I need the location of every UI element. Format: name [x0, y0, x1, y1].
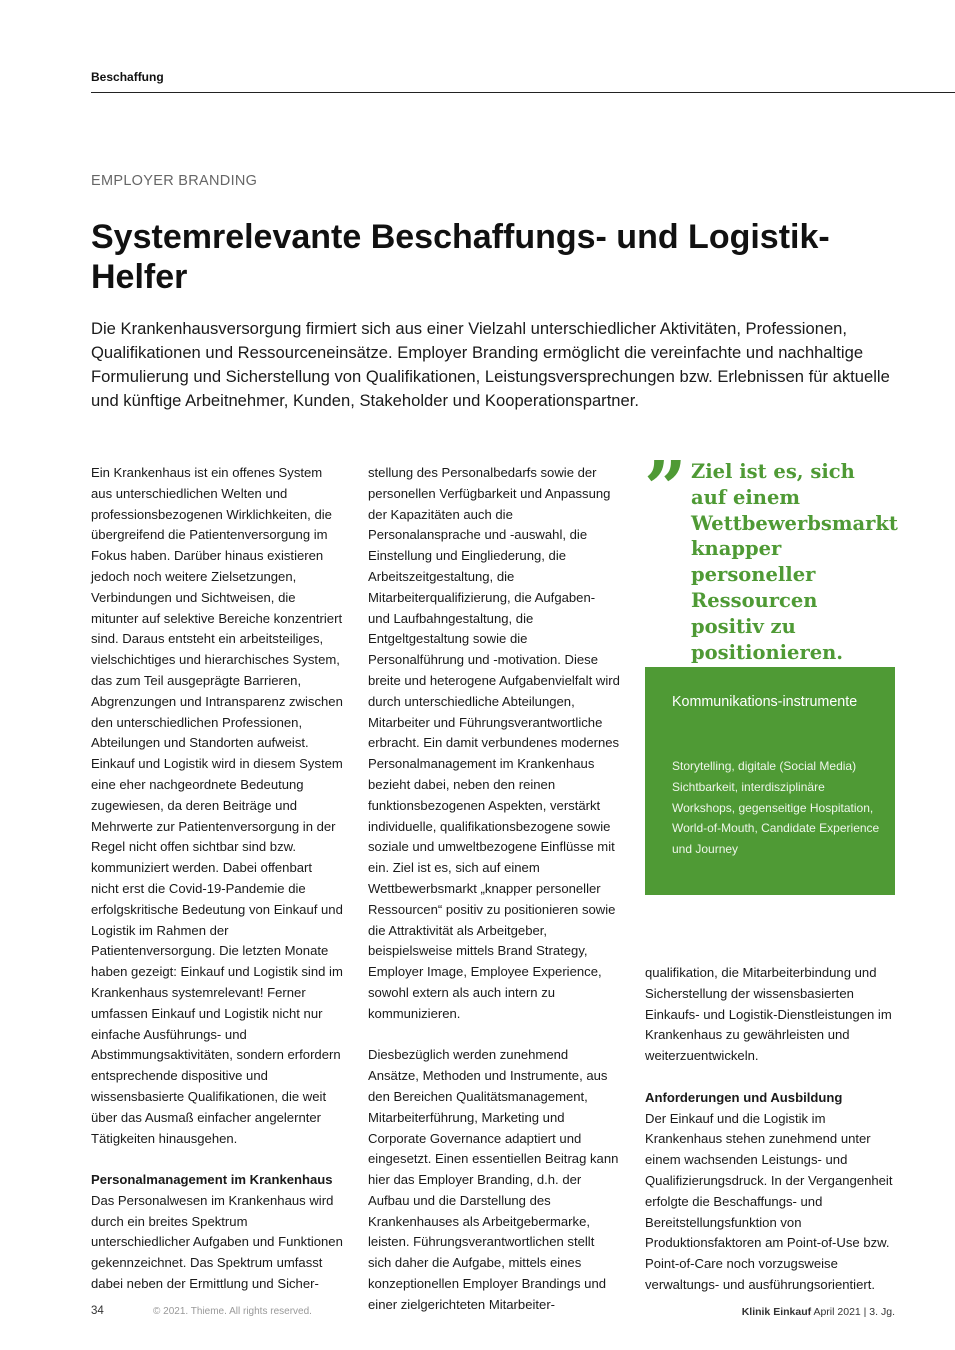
magazine-name: Klinik Einkauf [741, 1306, 812, 1318]
copyright-notice: © 2021. Thieme. All rights reserved. [153, 1306, 312, 1317]
text-column-3 [645, 963, 897, 1296]
page-number: 34 [91, 1305, 104, 1317]
footer-publication [742, 1306, 895, 1318]
section-subheading: Anforderungen und Ausbildung [645, 1089, 843, 1105]
info-box-title: Kommunikations-instrumente [672, 694, 858, 710]
quote-mark-icon: ” [644, 446, 677, 532]
body-paragraph: qualifikation, die Mitarbeiterbindung und Sicherstellung der wissensbasierten Einkaufs- und Logistik-Dienstleistungen im Krankenhaus zu gewährleisten und weiterzuentwickeln. [645, 965, 892, 1064]
body-paragraph: Diesbezüglich werden zunehmend Ansätze, Methoden und Instrumente, aus den Bereichen Qualitätsmanagement, Mitarbeiterführung, Marketing und Corporate Governance adaptiert und eingesetzt. Einen essentiellen Beitrag kann hier das Employer Branding, d.h. der Aufbau und die Darstellung des Krankenhauses als Arbeitgebermarke, leisten. Führungsverantwortlichen stellt sich daher die Aufgabe, mittels eines konzeptionellen Employer Brandings und einer zielgerichteten Mitarbeiter- [368, 1047, 619, 1312]
article-kicker: EMPLOYER BRANDING [91, 173, 258, 189]
article-title: Systemrelevante Beschaffungs- und Logistik-Helfer [91, 218, 830, 296]
body-paragraph: Ein Krankenhaus ist ein offenes System aus unterschiedlichen Welten und professionsbezogenen Wirklichkeiten, die übergreifend die Patientenversorgung im Fokus haben. Darüber hinaus existieren jedoch noch weitere Zielsetzungen, Verbindungen und Sichtweisen, die mitunter auf selektive Bereiche konzentriert sind. Daraus entsteht ein arbeitsteiliges, vielschichtiges und hierarchisches System, das zum Teil ausgeprägte Barrieren, Abgrenzungen und Intransparenz zwischen den unterschiedlichen Professionen, Abteilungen und Standorten aufweist. Einkauf und Logistik wird in diesem System eine eher nachgeordnete Bedeutung zugewiesen, da deren Beiträge und Mehrwerte zur Patientenversorgung in der Regel nicht offen sichtbar sind bzw. kommuniziert werden. Dabei offenbart nicht erst die Covid-19-Pandemie die erfolgskritische Bedeutung von Einkauf und Logistik im Rahmen der Patientenversorgung. Die letzten Monate haben gezeigt: Einkauf und Logistik sind im Krankenhaus systemrelevant! Ferner umfassen Einkauf und Logistik nicht nur einfache Ausführungs- und Abstimmungsaktivitäten, sondern erfordern entsprechende dispositive und wissensbasierte Qualifikationen, die weit über das Ausmaß einfacher angelernter Tätigkeiten hinausgehen. [91, 465, 343, 1146]
text-column-1 [91, 463, 343, 1295]
section-label: Beschaffung [91, 70, 164, 84]
body-paragraph: stellung des Personalbedarfs sowie der personellen Verfügbarkeit und Anpassung der Kapazitäten auch die Personalansprache und -auswahl, die Einstellung und Eingliederung, die Arbeitszeitgestaltung, die Mitarbeiterqualifizierung, die Aufgaben- und Laufbahngestaltung, die Entgeltgestaltung sowie die Personalführung und -motivation. Diese breite und heterogene Aufgabenvielfalt wird durch unterschiedliche Abteilungen, Mitarbeiter und Führungsverantwortliche erbracht. Ein damit verbundenes modernes Personalmanagement im Krankenhaus bezieht dabei, neben den reinen funktionsbezogenen Aspekten, verstärkt individuelle, qualifikationsbezogene sowie soziale und umweltbezogene Einflüsse mit ein. Ziel ist es, sich auf einem Wettbewerbsmarkt „knapper personeller Ressourcen“ positiv zu positionieren sowie die Attraktivität als Arbeitgeber, beispielsweise mittels Brand Strategy, Employer Image, Employee Experience, sowohl extern als auch intern zu kommunizieren. [368, 465, 620, 1021]
issue-info: April 2021 | 3. Jg. [813, 1306, 895, 1318]
article-lead: Die Krankenhausversorgung firmiert sich aus einer Vielzahl unterschiedlicher Aktivitäten, Professionen, Qualifikationen und Ressourceneinsätze. Employer Branding ermöglicht die vereinfachte und nachhaltige Formulierung und Sicherstellung von Qualifikationen, Leistungsversprechungen bzw. Erlebnissen für aktuelle und künftige Arbeitnehmer, Kunden, Stakeholder und Kooperationspartner. [91, 319, 890, 410]
text-column-2 [368, 463, 620, 1316]
info-box-text: Storytelling, digitale (Social Media) Sichtbarkeit, interdisziplinäre Workshops, gegenseitige Hospitation, World-of-Mouth, Candidate Experience und Journey [672, 759, 880, 857]
header-divider [91, 92, 955, 93]
body-paragraph: Der Einkauf und die Logistik im Krankenhaus stehen zunehmend unter einem wachsenden Leistungs- und Qualifizierungsdruck. In der Vergangenheit erfolgte die Beschaffungs- und Bereitstellungsfunktion von Produktionsfaktoren am Point-of-Use bzw. Point-of-Care noch vorzugsweise verwaltungs- und ausführungsorientiert. [645, 1110, 893, 1292]
info-box [645, 667, 895, 895]
section-subheading: Personalmanagement im Krankenhaus [91, 1172, 333, 1188]
pull-quote: Ziel ist es, sich auf einem Wettbewerbsmarkt knapper personeller Ressourcen positiv zu positionieren. [691, 460, 898, 664]
body-paragraph: Das Personalwesen im Krankenhaus wird durch ein breites Spektrum unterschiedlicher Aufgaben und Funktionen gekennzeichnet. Das Spektrum umfasst dabei neben der Ermittlung und Sicher- [91, 1192, 343, 1292]
